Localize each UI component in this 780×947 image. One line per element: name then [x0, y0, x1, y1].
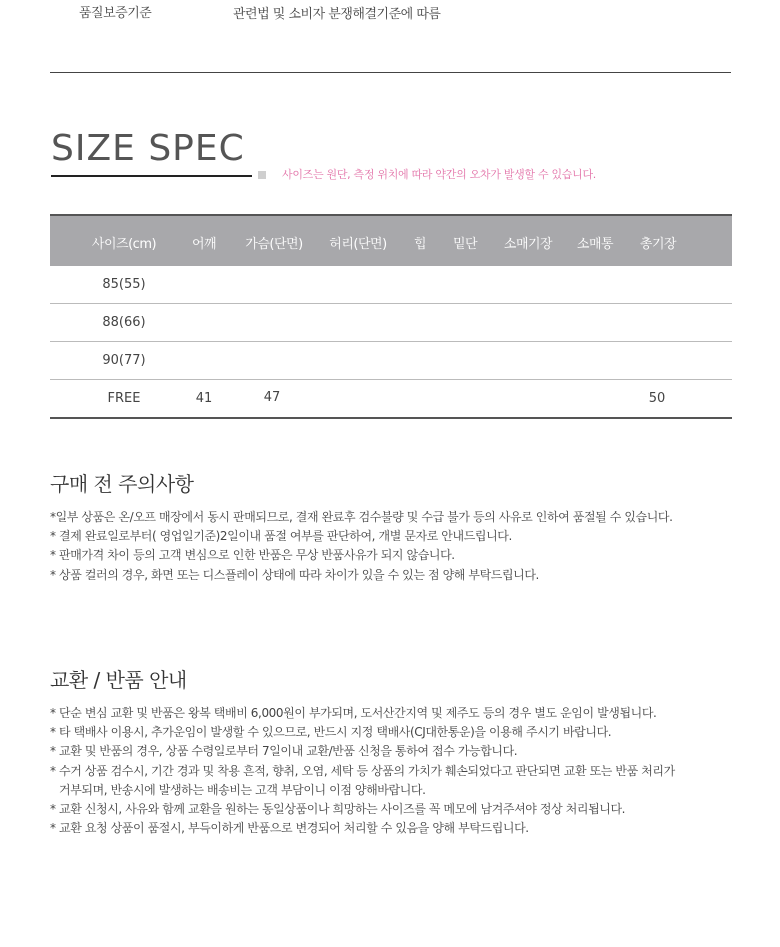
- table-cell: 85(55): [102, 277, 146, 292]
- purchase-notice-list: [50, 508, 730, 585]
- quality-row: [0, 0, 780, 24]
- table-header-row: [50, 214, 732, 266]
- list-item: * 단순 변심 교환 및 반품은 왕복 택배비 6,000원이 부가되며, 도서산간지역 및 제주도 등의 경우 별도 운임이 발생됩니다.: [50, 706, 657, 720]
- table-row: [50, 304, 732, 342]
- purchase-notice-title: 구매 전 주의사항: [50, 472, 194, 496]
- exchange-notice-title: 교환 / 반품 안내: [50, 668, 187, 692]
- list-item: * 수거 상품 검수시, 기간 경과 및 착용 흔적, 향취, 오염, 세탁 등 상품의 가치가 훼손되었다고 판단되면 교환 또는 반품 처리가: [50, 763, 675, 778]
- list-item: * 교환 및 반품의 경우, 상품 수령일로부터 7일이내 교환/반품 신청을 통하여 접수 가능합니다.: [50, 744, 518, 759]
- header-sleeve-width: 소매통: [576, 237, 614, 252]
- size-spec-title: SIZE SPEC: [51, 128, 245, 169]
- header-chest: 가슴(단면): [245, 237, 303, 252]
- table-row: [50, 380, 732, 419]
- list-item: * 교환 요청 상품이 품절시, 부득이하게 반품으로 변경되어 처리할 수 있음을 양해 부탁드립니다.: [50, 821, 529, 836]
- table-cell: 50: [648, 391, 666, 406]
- size-spec-table: [50, 214, 732, 419]
- list-item: *일부 상품은 온/오프 매장에서 동시 판매되므로, 결재 완료후 검수불량 및 수급 불가 등의 사유로 인하여 품절될 수 있습니다.: [50, 510, 673, 524]
- header-hip: 힙: [413, 237, 427, 252]
- list-item: * 상품 컬러의 경우, 화면 또는 디스플레이 상태에 따라 차이가 있을 수 있는 점 양해 부탁드립니다.: [50, 567, 539, 582]
- list-item: * 교환 신청시, 사유와 함께 교환을 원하는 동일상품이나 희망하는 사이즈를 꼭 메모에 남겨주셔야 정상 처리됩니다.: [50, 802, 626, 817]
- square-bullet-icon: [258, 171, 266, 179]
- list-item: 거부되며, 반송시에 발생하는 배송비는 고객 부담이니 이점 양해바랍니다.: [59, 782, 426, 797]
- size-spec-note: 사이즈는 원단, 측정 위치에 따라 약간의 오차가 발생할 수 있습니다.: [282, 168, 596, 181]
- table-cell: 47: [263, 390, 281, 405]
- header-shoulder: 어깨: [191, 237, 217, 252]
- header-sleeve-length: 소매기장: [503, 237, 553, 252]
- table-row: [50, 266, 732, 304]
- header-hem: 밑단: [452, 237, 478, 252]
- table-row: [50, 342, 732, 380]
- table-cell: FREE: [107, 391, 141, 406]
- table-cell: 41: [195, 391, 213, 406]
- exchange-notice-list: [50, 704, 730, 838]
- quality-label: 품질보증기준: [79, 6, 152, 21]
- list-item: * 결제 완료일로부터( 영업일기준)2일이내 품절 여부를 판단하여, 개별 문자로 안내드립니다.: [50, 529, 512, 544]
- list-item: * 판매가격 차이 등의 고객 변심으로 인한 반품은 무상 반품사유가 되지 않습니다.: [50, 548, 455, 563]
- header-waist: 허리(단면): [329, 237, 387, 252]
- table-cell: 90(77): [102, 353, 146, 368]
- table-cell: 88(66): [102, 315, 146, 330]
- header-size: 사이즈(cm): [91, 237, 157, 252]
- quality-value: 관련법 및 소비자 분쟁해결기준에 따름: [233, 7, 441, 22]
- list-item: * 타 택배사 이용시, 추가운임이 발생할 수 있으므로, 반드시 지정 택배사(CJ대한통운)을 이용해 주시기 바랍니다.: [50, 725, 612, 740]
- header-total-length: 총기장: [639, 237, 677, 252]
- size-spec-underline: [51, 175, 252, 177]
- divider: [50, 72, 731, 73]
